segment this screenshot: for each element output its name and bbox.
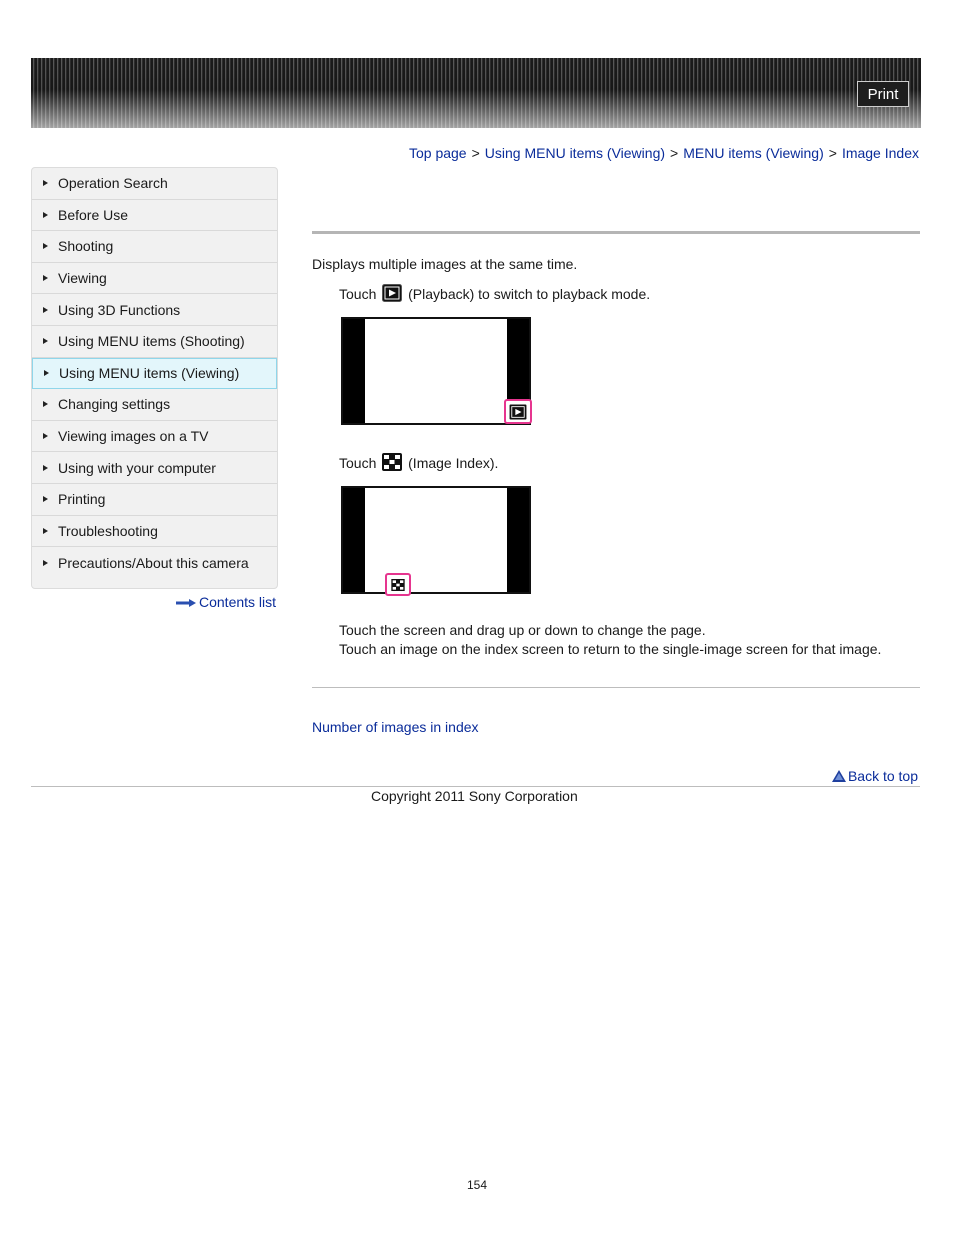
screen-left-bar xyxy=(343,488,365,592)
arrow-right-icon xyxy=(43,433,48,439)
sidebar-item-label: Printing xyxy=(58,491,106,508)
step-1 xyxy=(339,284,650,302)
breadcrumb-menu-items-viewing[interactable]: MENU items (Viewing) xyxy=(683,145,824,161)
breadcrumb-top-page[interactable]: Top page xyxy=(408,145,467,161)
breadcrumb-separator: > xyxy=(670,145,679,161)
sidebar-item-printing[interactable] xyxy=(32,484,277,516)
screen-left-bar xyxy=(343,319,365,423)
arrow-right-icon xyxy=(43,243,48,249)
sidebar-item-label: Precautions/About this camera xyxy=(58,554,249,571)
sidebar-item-menu-viewing[interactable] xyxy=(32,358,277,390)
sidebar-item-before-use[interactable] xyxy=(32,200,277,232)
sidebar-item-label: Changing settings xyxy=(58,396,171,413)
breadcrumb-image-index[interactable]: Image Index xyxy=(841,145,919,161)
print-button[interactable]: Print xyxy=(857,81,909,107)
contents-list-link[interactable] xyxy=(176,594,276,610)
playback-button-highlight xyxy=(504,399,532,424)
related-link-label: Number of images in index xyxy=(312,719,479,735)
sidebar-item-label: Troubleshooting xyxy=(58,522,158,539)
sidebar-item-viewing[interactable] xyxy=(32,263,277,295)
note-touch-image: Touch an image on the index screen to return to the single-image screen for that image. xyxy=(339,641,882,657)
footer-divider xyxy=(31,786,920,787)
sidebar-item-3d-functions[interactable] xyxy=(32,294,277,326)
triangle-up-icon xyxy=(832,770,846,782)
step-2 xyxy=(339,453,498,471)
camera-screen-illustration xyxy=(341,486,531,594)
sidebar-item-label: Viewing images on a TV xyxy=(58,428,209,445)
arrow-right-icon xyxy=(43,401,48,407)
step-2-prefix: Touch xyxy=(339,455,377,471)
arrow-right-icon xyxy=(43,496,48,502)
image-index-button-highlight xyxy=(385,573,411,596)
sidebar-item-troubleshooting[interactable] xyxy=(32,516,277,548)
sidebar-item-label: Operation Search xyxy=(58,175,168,192)
playback-icon xyxy=(382,284,402,302)
sidebar-item-viewing-tv[interactable] xyxy=(32,421,277,453)
arrow-right-icon xyxy=(43,338,48,344)
sidebar-nav xyxy=(31,167,278,589)
screen-right-bar xyxy=(507,488,529,592)
arrow-right-icon xyxy=(43,465,48,471)
related-link-number-of-images[interactable] xyxy=(312,719,479,735)
title-divider xyxy=(312,231,920,234)
step-1-suffix: (Playback) to switch to playback mode. xyxy=(408,286,651,302)
sidebar-item-label: Using with your computer xyxy=(58,459,216,476)
arrow-right-icon xyxy=(44,370,49,376)
sidebar-item-label: Before Use xyxy=(58,206,129,223)
arrow-right-icon xyxy=(176,599,196,607)
sidebar-item-changing-settings[interactable] xyxy=(32,389,277,421)
sidebar-item-operation-search[interactable] xyxy=(32,168,277,200)
sidebar-item-label: Viewing xyxy=(58,270,107,287)
sidebar-item-precautions[interactable] xyxy=(32,547,277,579)
sidebar-item-label: Shooting xyxy=(58,238,114,255)
image-index-icon xyxy=(391,579,405,591)
breadcrumb-using-menu-viewing[interactable]: Using MENU items (Viewing) xyxy=(484,145,666,161)
header-bar xyxy=(31,58,921,128)
breadcrumb-separator: > xyxy=(828,145,837,161)
sidebar-item-computer[interactable] xyxy=(32,452,277,484)
sidebar-item-shooting[interactable] xyxy=(32,231,277,263)
page-number: 154 xyxy=(467,1178,488,1192)
arrow-right-icon xyxy=(43,212,48,218)
step-2-suffix: (Image Index). xyxy=(408,455,499,471)
arrow-right-icon xyxy=(43,560,48,566)
back-to-top-label: Back to top xyxy=(847,768,918,784)
sidebar-item-label: Using MENU items (Viewing) xyxy=(59,365,240,382)
contents-list-label: Contents list xyxy=(199,594,277,610)
arrow-right-icon xyxy=(43,180,48,186)
arrow-right-icon xyxy=(43,307,48,313)
sidebar-item-menu-shooting[interactable] xyxy=(32,326,277,358)
image-index-icon xyxy=(382,453,402,471)
back-to-top-link[interactable] xyxy=(832,768,918,784)
step-1-prefix: Touch xyxy=(339,286,377,302)
copyright-text: Copyright 2011 Sony Corporation xyxy=(371,788,578,804)
arrow-right-icon xyxy=(43,528,48,534)
breadcrumb xyxy=(409,145,919,161)
intro-text: Displays multiple images at the same time. xyxy=(312,256,578,272)
arrow-right-icon xyxy=(43,275,48,281)
section-divider xyxy=(312,687,920,688)
breadcrumb-separator: > xyxy=(471,145,480,161)
playback-icon xyxy=(509,404,527,420)
sidebar-item-label: Using MENU items (Shooting) xyxy=(58,333,245,350)
note-drag-page: Touch the screen and drag up or down to change the page. xyxy=(339,622,706,638)
camera-screen-illustration xyxy=(341,317,531,425)
sidebar-item-label: Using 3D Functions xyxy=(58,301,181,318)
